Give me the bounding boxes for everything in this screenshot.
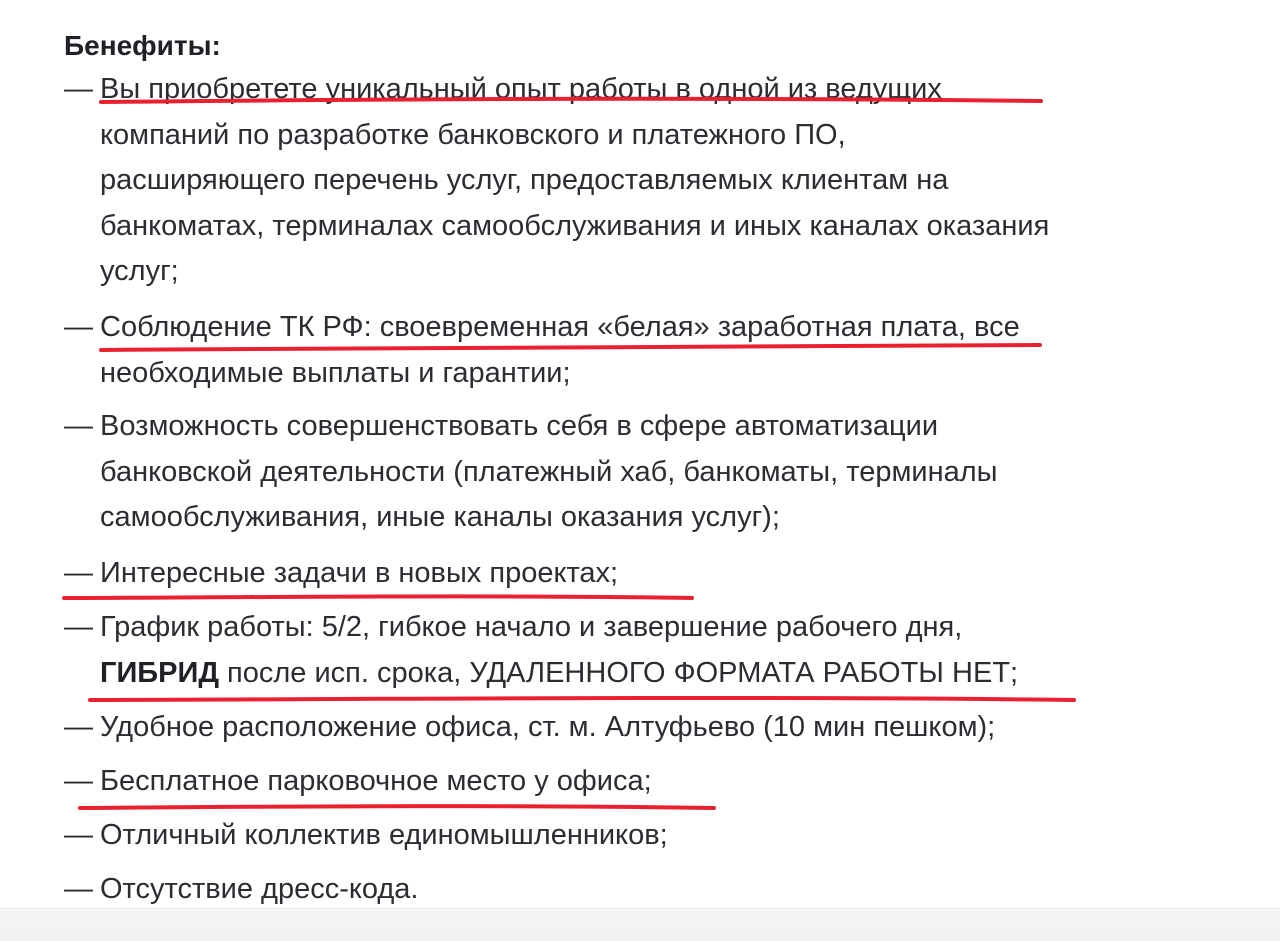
list-item (100, 867, 1210, 913)
list-item-line: банковской деятельности (платежный хаб, банкоматы, терминалы (100, 455, 998, 488)
list-item-line: самообслуживания, иные каналы оказания услуг); (100, 501, 780, 533)
list-bullet-dash: — (64, 73, 93, 105)
list-item-line: Возможность совершенствовать себя в сфере автоматизации (100, 410, 939, 442)
underline-mark (80, 806, 714, 808)
list-item-line: Отличный коллектив единомышленников; (100, 819, 668, 851)
list-bullet-dash: — (64, 410, 93, 442)
underline-mark (64, 596, 692, 598)
list-item (100, 813, 1210, 859)
list-item-line: Соблюдение ТК РФ: своевременная «белая» заработная плата, все (100, 311, 1020, 343)
list-item-line: График работы: 5/2, гибкое начало и завершение рабочего дня, (100, 611, 963, 643)
hybrid-bold-label: ГИБРИД (100, 656, 219, 689)
list-item (100, 605, 1210, 696)
list-item (100, 551, 1210, 597)
list-item-line: Вы приобретете уникальный опыт работы в одной из ведущих (100, 73, 942, 105)
list-item (100, 305, 1210, 396)
list-bullet-dash: — (64, 311, 93, 343)
list-item (100, 759, 1210, 805)
list-item (100, 404, 1210, 541)
list-bullet-dash: — (64, 819, 93, 851)
section-heading: Бенефиты: (64, 30, 221, 61)
underline-mark (90, 698, 1074, 700)
list-item (100, 67, 1210, 295)
list-bullet-dash: — (64, 557, 93, 589)
list-bullet-dash: — (64, 711, 93, 743)
list-item-line: Интересные задачи в новых проектах; (100, 557, 619, 589)
list-item-line: компаний по разработке банковского и платежного ПО, (100, 118, 846, 151)
list-bullet-dash: — (64, 873, 93, 905)
list-bullet-dash: — (64, 611, 93, 643)
list-item-line (100, 651, 1210, 697)
bottom-edge-strip (0, 908, 1280, 941)
list-item (100, 705, 1210, 751)
list-item-line: Удобное расположение офиса, ст. м. Алтуфьево (10 мин пешком); (100, 711, 996, 743)
list-bullet-dash: — (64, 765, 93, 797)
list-item-line: Бесплатное парковочное место у офиса; (100, 765, 652, 797)
list-item-line-rest: после исп. срока, УДАЛЕННОГО ФОРМАТА РАБОТЫ НЕТ; (218, 656, 1019, 689)
list-item-line: банкоматах, терминалах самообслуживания и иных каналах оказания (100, 209, 1050, 242)
list-item-line: необходимые выплаты и гарантии; (100, 356, 571, 389)
list-item-line: расширяющего перечень услуг, предоставляемых клиентам на (100, 164, 949, 196)
list-item-line: услуг; (100, 255, 179, 287)
list-item-line: Отсутствие дресс-кода. (100, 873, 419, 905)
